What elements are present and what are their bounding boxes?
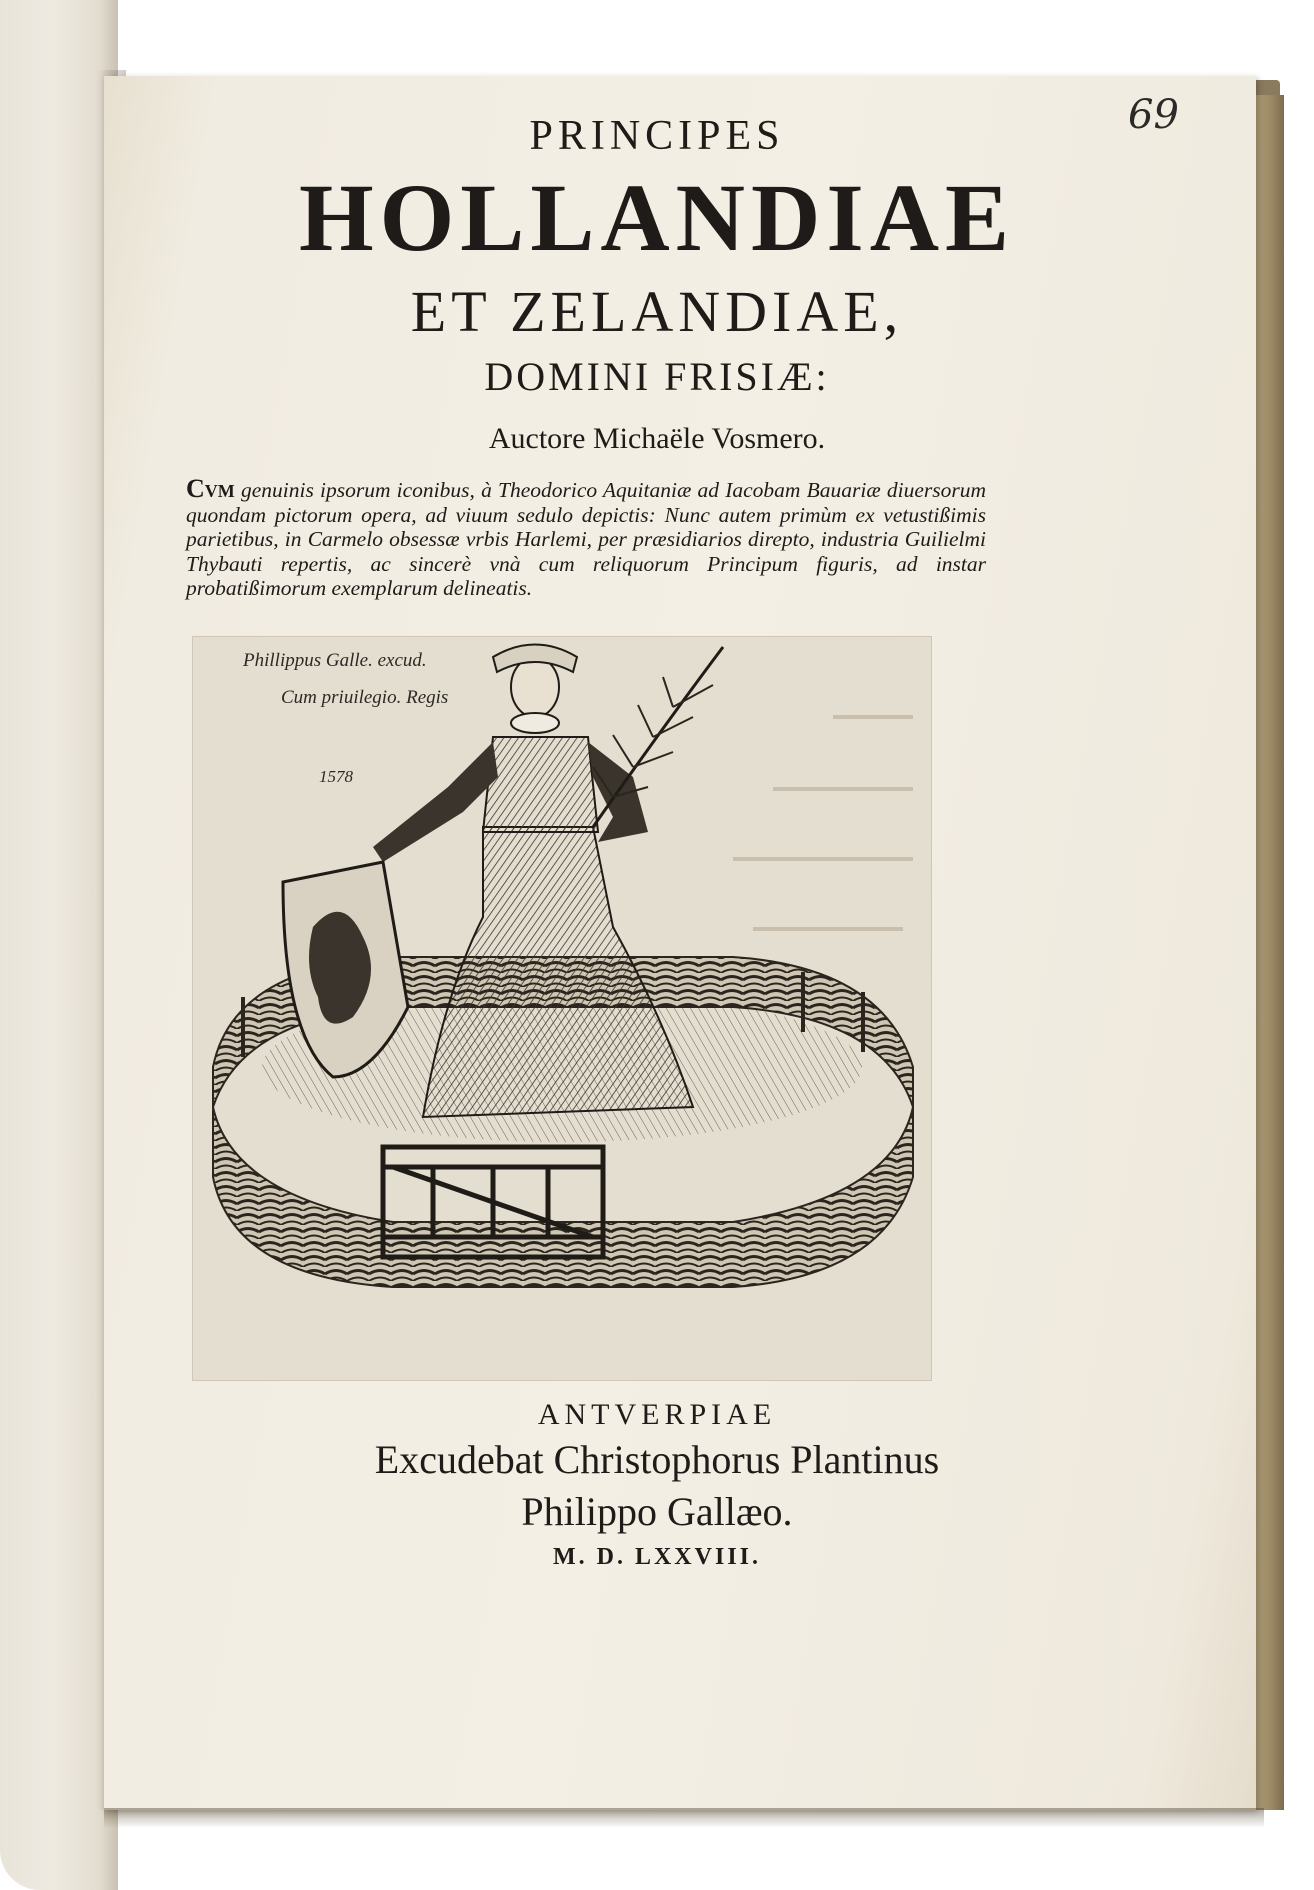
handwritten-page-number: 69: [1128, 92, 1179, 138]
imprint-year: M. D. LXXVIII.: [552, 1544, 761, 1570]
imprint-printer: Excudebat Christophorus Plantinus: [374, 1437, 940, 1482]
engraver-inscription: Phillippus Galle. excud.: [243, 650, 427, 671]
engraving-plate: [192, 636, 932, 1381]
imprint-publisher: Philippo Gallæo.: [521, 1489, 793, 1534]
imprint-city: ANTVERPIAE: [537, 1398, 777, 1431]
title-line-hollandiae: HOLLANDIAE: [298, 164, 1016, 271]
description-text: genuinis ipsorum iconibus, à Theodorico Aquitaniæ ad Iacobam Bauariæ diuersorum quondam pictorum opera, ad viuum sedulo depictis: Nunc autem primùm ex vetustißimis parietibus, in Carmelo obsessæ vrbis Harlemi, per præsidiarios direpto, industria Guilielmi Thybauti repertis, ac sincerè vnà cum reliquorum Principum figuris, ad instar probatißimorum exemplarum delineatis.: [186, 478, 986, 600]
title-line-zelandiae: ET ZELANDIAE,: [410, 279, 904, 344]
title-line-principes: PRINCIPES: [529, 113, 785, 159]
description-lead: Cvm: [186, 474, 235, 503]
title-line-frisiae: DOMINI FRISIÆ:: [484, 354, 830, 399]
description-paragraph: [186, 474, 986, 601]
author-line: Auctore Michaële Vosmero.: [488, 422, 826, 455]
show-through-text: [733, 715, 913, 931]
engraving-illustration: [193, 637, 931, 1380]
page-bottom-shadow: [104, 1808, 1264, 1828]
engraving-date: 1578: [319, 767, 353, 786]
privilege-inscription: Cum priuilegio. Regis: [281, 687, 449, 708]
